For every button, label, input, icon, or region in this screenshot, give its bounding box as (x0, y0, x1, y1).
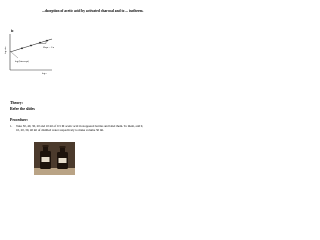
slope-label: Slope = 1/n (43, 46, 55, 49)
panel-label: b (11, 28, 14, 33)
data-point (30, 45, 32, 47)
refer-slides-text: Refer the slides (10, 107, 35, 111)
theory-heading: Theory: (10, 101, 24, 105)
step-number: 1. (10, 124, 13, 128)
bottles-photo-icon (34, 142, 75, 175)
intro-text: ...dsorption of acetic acid by activated charcoal and to ... isotherm. (42, 9, 144, 13)
y-axis-label: log x/m (4, 46, 7, 54)
step-text: Take 50, 40, 30, 20 and 10 ml of 0.5 M acetic acid in stoppered bottles and label them. To them, add 0, 10, 20, 30, 40 ml of distilled water respectively to make volume 50 ml. (16, 124, 144, 132)
x-axis-label: log c (42, 72, 47, 75)
freundlich-plot (2, 24, 64, 88)
procedure-heading: Procedure: (10, 118, 28, 122)
data-point (46, 40, 48, 42)
intercept-pointer (11, 52, 18, 58)
data-point (21, 47, 23, 49)
intercept-label: log (Intercept) (15, 60, 29, 63)
bottles-photo (34, 142, 75, 175)
